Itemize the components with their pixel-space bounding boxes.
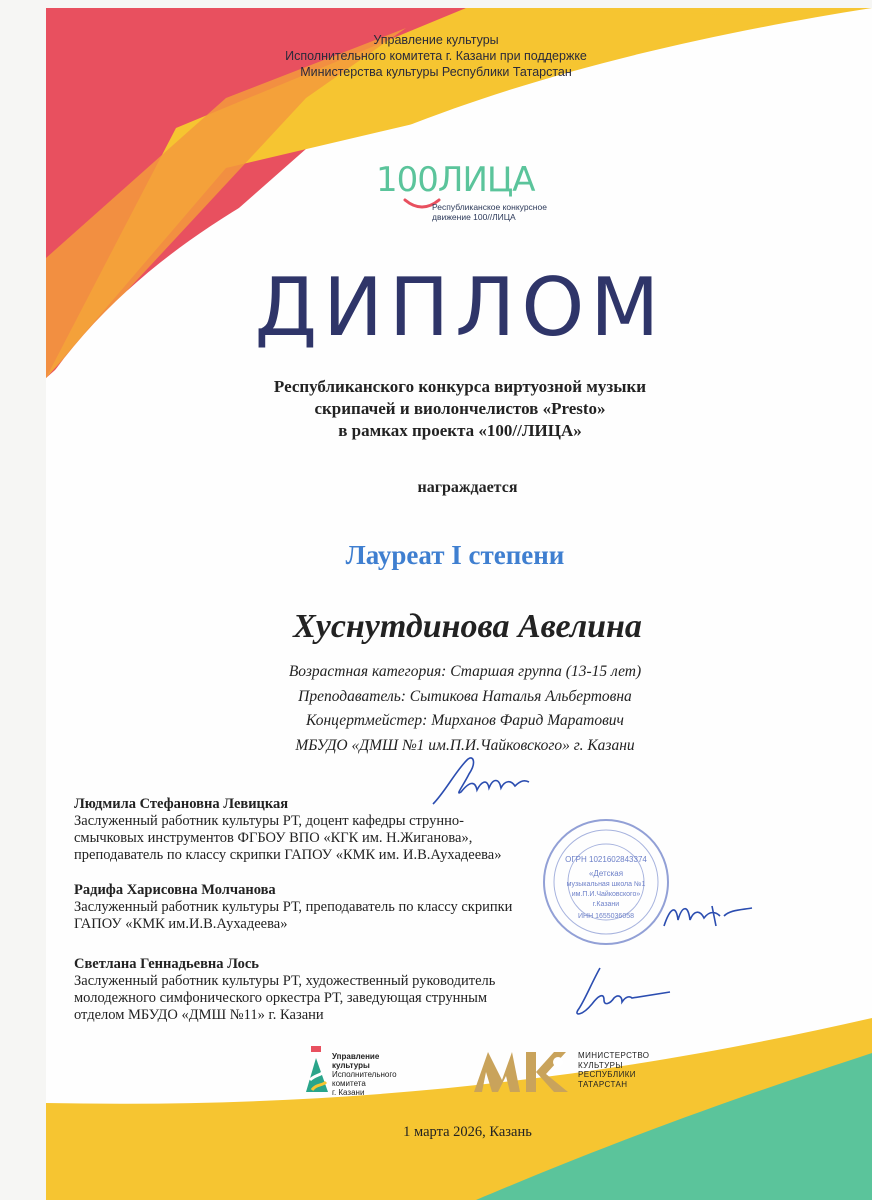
logo-word: ЛИЦА bbox=[437, 160, 535, 200]
school-seal-stamp bbox=[540, 816, 672, 948]
recipient-name: Хуснутдинова Авелина bbox=[293, 608, 642, 645]
teacher: Преподаватель: Сытикова Наталья Альбертовна bbox=[298, 687, 632, 705]
age-category: Возрастная категория: Старшая группа (13-15 лет) bbox=[288, 663, 642, 680]
date-place: 1 марта 2026, Казань bbox=[403, 1124, 532, 1140]
culture-department-emblem-icon bbox=[302, 1046, 332, 1094]
awarded-label: награждается bbox=[417, 479, 518, 496]
jury-name: Светлана Геннадьевна Лось bbox=[74, 956, 259, 972]
signature-molchanova bbox=[660, 896, 760, 936]
100-lica-logo bbox=[376, 160, 596, 230]
jury-member: Радифа Харисовна Молчанова Заслуженный работник культуры РТ, преподаватель по классу скрипки ГАПОУ «КМК им.И.В.Аухадеева» bbox=[74, 882, 513, 932]
seal-text: ОГРН 1021602843374 bbox=[565, 855, 647, 864]
seal-text: «Детская bbox=[588, 869, 624, 878]
seal-text: ИНН 1655036058 bbox=[577, 913, 635, 920]
logo-subtitle: Республиканское конкурсное движение 100//ЛИЦА bbox=[432, 202, 547, 222]
culture-department-text: Управление культуры Исполнительного комитета г. Казани bbox=[332, 1052, 397, 1097]
seal-text: музыкальная школа №1 bbox=[566, 881, 646, 888]
diploma-title: ДИПЛОМ bbox=[254, 261, 666, 354]
ministry-of-culture-logo bbox=[472, 1046, 650, 1099]
recipient-details bbox=[0, 660, 872, 758]
accompanist: Концертмейстер: Мирханов Фарид Маратович bbox=[306, 712, 624, 729]
jury-member: Людмила Стефановна Левицкая Заслуженный работник культуры РТ, доцент кафедры струнно- смычковых инструментов ФГБОУ ВПО «КГК им. Н.Жиганова», преподаватель по классу скрипки ГАПОУ «КМК им. И.В.Аухадеева» bbox=[74, 796, 502, 863]
issuer-line: Министерства культуры Республики Татарстан bbox=[300, 65, 572, 79]
culture-department-logo bbox=[302, 1046, 397, 1099]
jury-name: Людмила Стефановна Левицкая bbox=[74, 796, 289, 812]
contest-description: Республиканского конкурса виртуозной музыки скрипачей и виолончелистов «Presto» в рамках проекта «100//ЛИЦА» bbox=[273, 377, 647, 440]
logo-number: 100 bbox=[376, 160, 438, 200]
signature-los bbox=[570, 962, 680, 1020]
ministry-text: МИНИСТЕРСТВО КУЛЬТУРЫ РЕСПУБЛИКИ ТАТАРСТАН bbox=[578, 1051, 650, 1089]
ministry-emblem-icon bbox=[472, 1046, 572, 1094]
issuer-line: Исполнительного комитета г. Казани при поддержке bbox=[285, 49, 587, 63]
jury-name: Радифа Харисовна Молчанова bbox=[74, 882, 276, 898]
seal-text: г.Казани bbox=[592, 901, 620, 908]
laureate-degree: Лауреат I степени bbox=[345, 540, 565, 570]
seal-text: им.П.И.Чайковского» bbox=[571, 891, 641, 898]
issuer-line: Управление культуры bbox=[373, 33, 499, 47]
logo-wordmark bbox=[376, 160, 596, 200]
jury-member: Светлана Геннадьевна Лось Заслуженный работник культуры РТ, художественный руководитель молодежного симфонического оркестра РТ, заведующая струнным отделом МБУДО «ДМШ №11» г. Казани bbox=[74, 956, 496, 1023]
issuer-header bbox=[0, 32, 872, 80]
school: МБУДО «ДМШ №1 им.П.И.Чайковского» г. Казани bbox=[295, 736, 635, 754]
